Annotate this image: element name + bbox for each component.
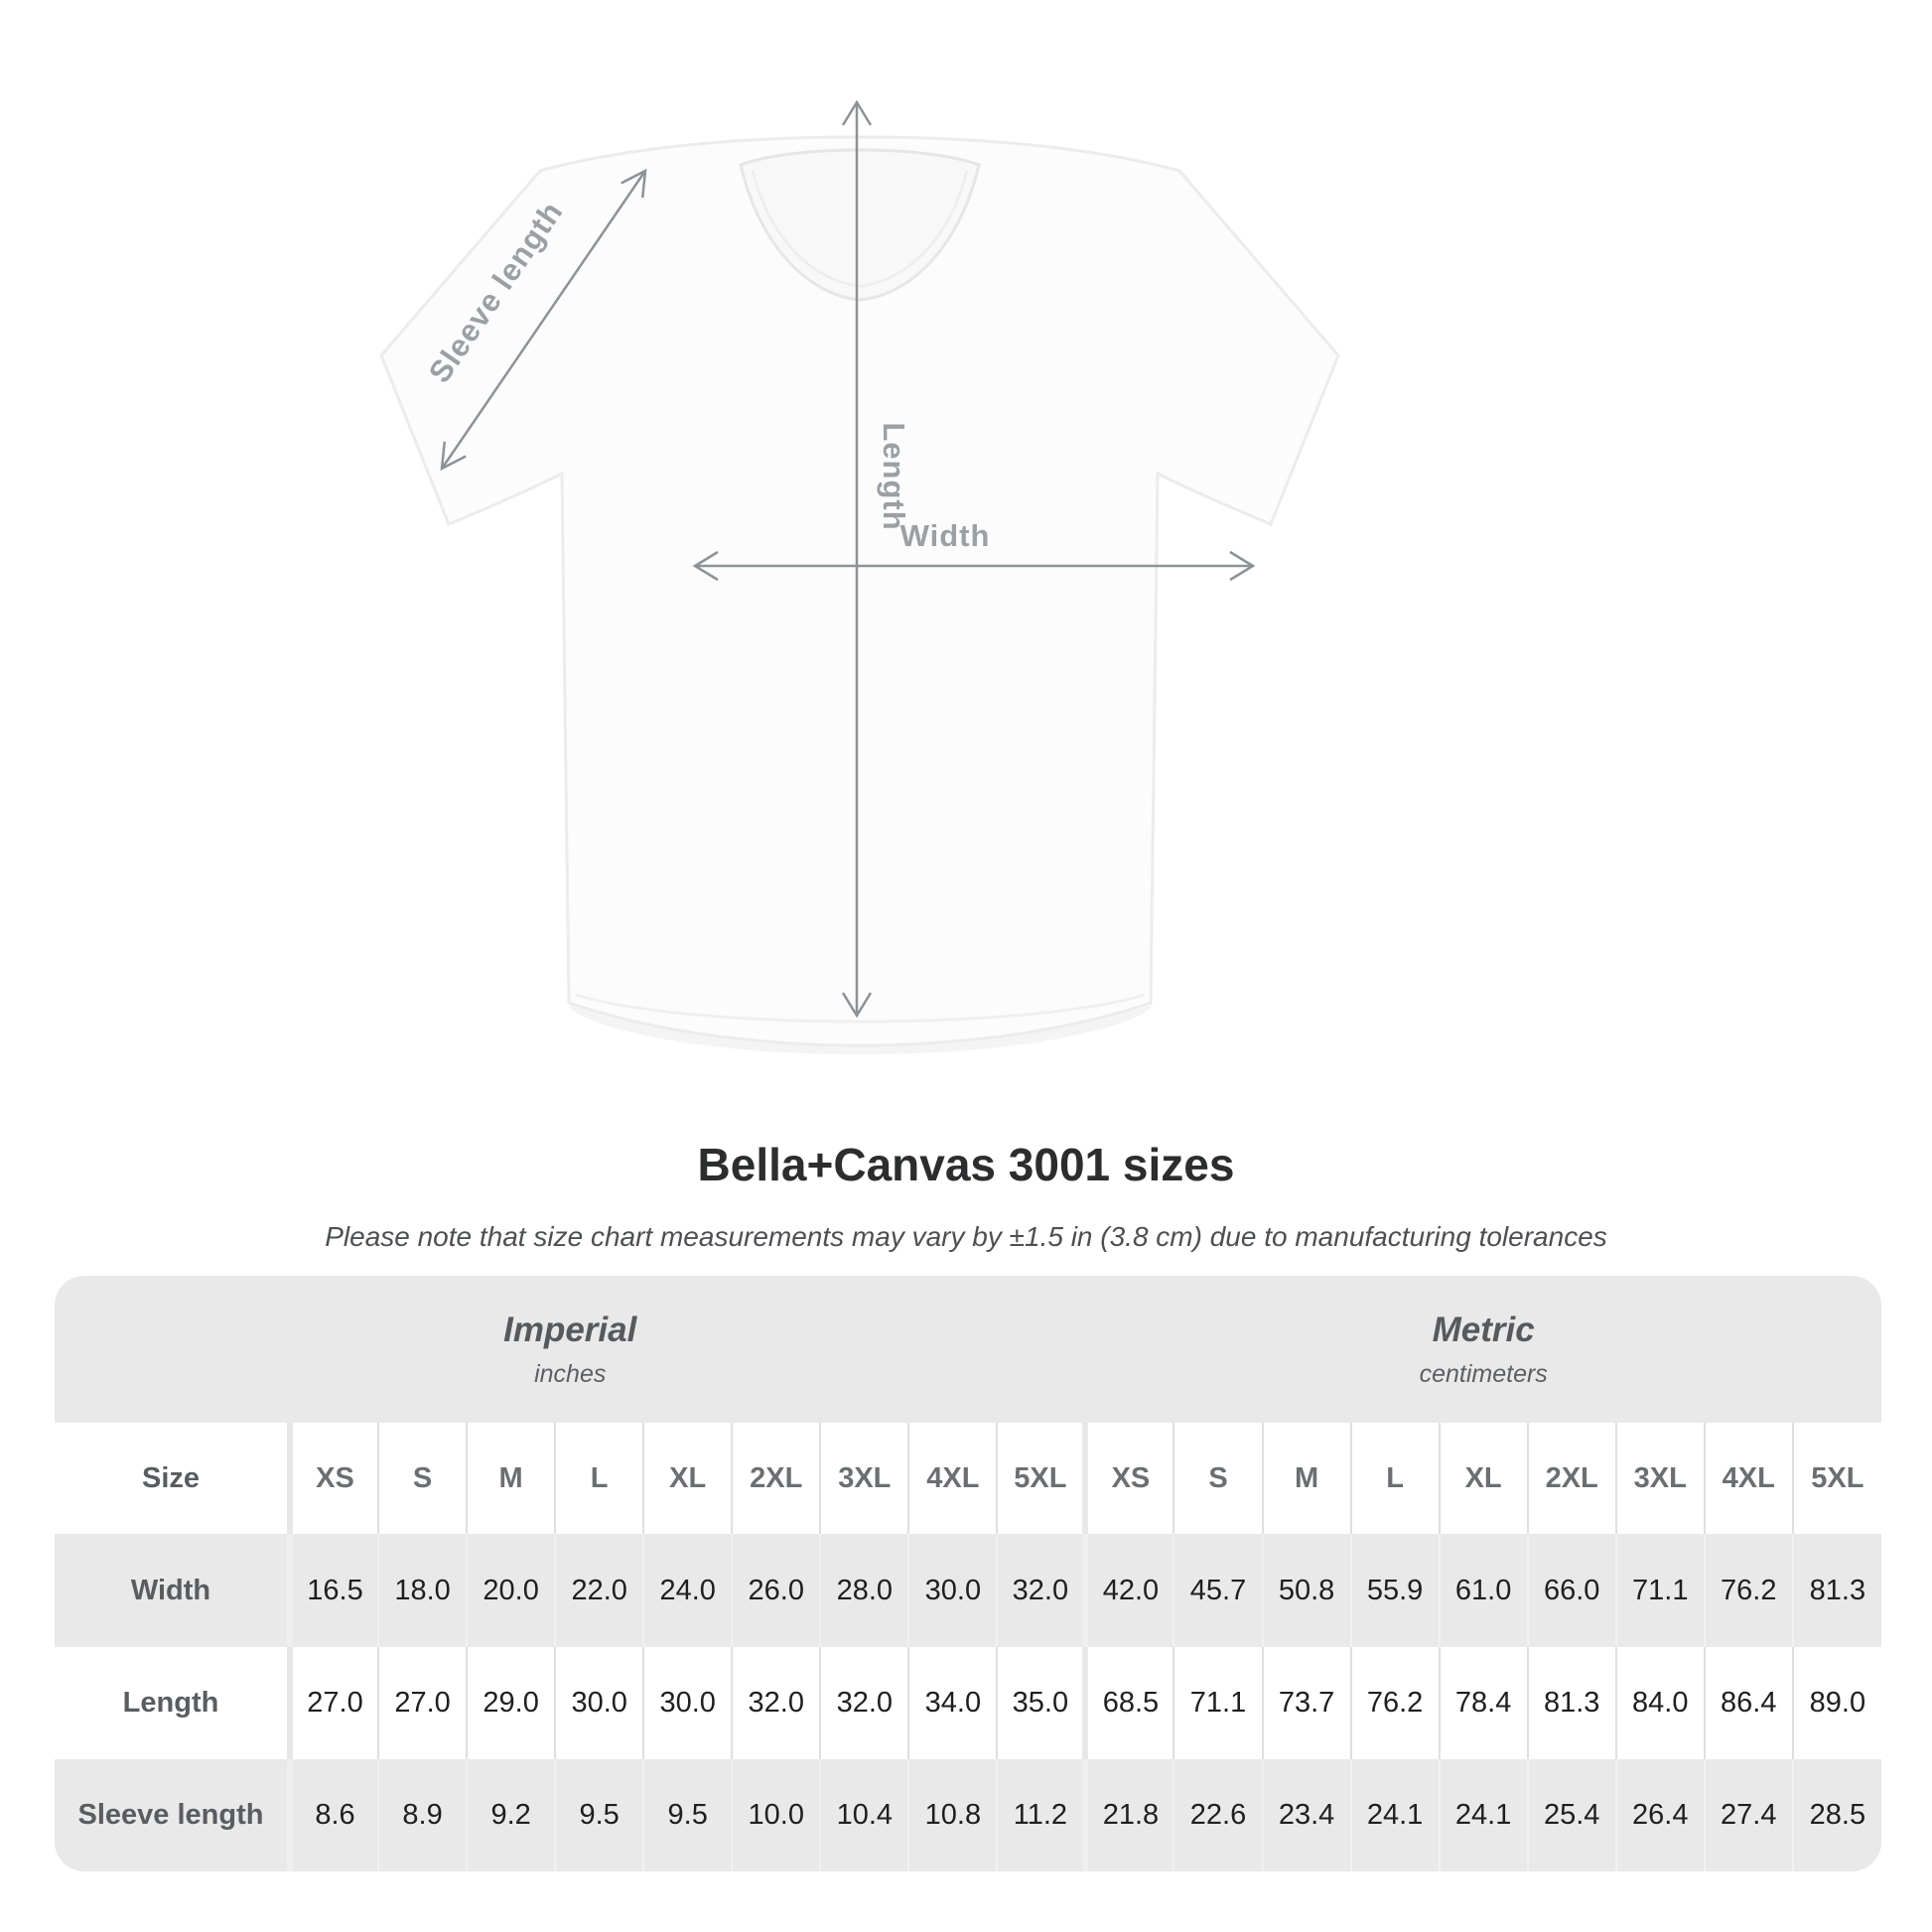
value-cell: 61.0 (1440, 1534, 1528, 1646)
value-cell: 10.8 (908, 1759, 997, 1871)
value-cell: 22.6 (1173, 1759, 1262, 1871)
value-cell: 50.8 (1263, 1534, 1351, 1646)
value-cell: 18.0 (378, 1534, 467, 1646)
value-cell: 30.0 (643, 1647, 732, 1759)
value-cell: 81.3 (1793, 1534, 1881, 1646)
size-header-cell: 3XL (1616, 1423, 1705, 1534)
size-header-cell: 2XL (732, 1423, 820, 1534)
page-subtitle: Please note that size chart measurements may vary by ±1.5 in (3.8 cm) due to manufacturing tolerances (325, 1221, 1607, 1252)
value-cell: 27.4 (1705, 1759, 1793, 1871)
value-cell: 68.5 (1085, 1647, 1173, 1759)
sleeve-length-label: Sleeve length (421, 195, 570, 389)
value-cell: 21.8 (1085, 1759, 1173, 1871)
value-cell: 9.5 (555, 1759, 643, 1871)
value-cell: 20.0 (467, 1534, 555, 1646)
size-header-cell: XL (643, 1423, 732, 1534)
value-cell: 73.7 (1263, 1647, 1351, 1759)
value-cell: 89.0 (1793, 1647, 1881, 1759)
length-label: Length (877, 422, 911, 531)
value-cell: 22.0 (555, 1534, 643, 1646)
value-cell: 8.6 (290, 1759, 378, 1871)
value-cell: 16.5 (290, 1534, 378, 1646)
size-table-container (55, 1276, 1881, 1871)
value-cell: 76.2 (1351, 1647, 1440, 1759)
size-header-cell: XS (1085, 1423, 1173, 1534)
size-header-cell: M (467, 1423, 555, 1534)
size-header-cell: M (1263, 1423, 1351, 1534)
value-cell: 66.0 (1528, 1534, 1616, 1646)
value-cell: 28.0 (820, 1534, 908, 1646)
value-cell: 76.2 (1705, 1534, 1793, 1646)
size-header-cell: 5XL (1793, 1423, 1881, 1534)
value-cell: 9.2 (467, 1759, 555, 1871)
width-label: Width (899, 518, 991, 553)
value-cell: 30.0 (555, 1647, 643, 1759)
size-column-header: Size (55, 1423, 290, 1534)
value-cell: 35.0 (997, 1647, 1085, 1759)
value-cell: 29.0 (467, 1647, 555, 1759)
size-header-cell: XS (290, 1423, 378, 1534)
value-cell: 45.7 (1173, 1534, 1262, 1646)
value-cell: 24.1 (1440, 1759, 1528, 1871)
value-cell: 32.0 (732, 1647, 820, 1759)
unit-group-name: Metric (1432, 1310, 1535, 1349)
size-header-cell: 4XL (908, 1423, 997, 1534)
value-cell: 30.0 (908, 1534, 997, 1646)
value-cell: 71.1 (1616, 1534, 1705, 1646)
size-table (55, 1276, 1881, 1871)
size-header-cell: 2XL (1528, 1423, 1616, 1534)
page-title: Bella+Canvas 3001 sizes (697, 1139, 1235, 1190)
size-header-cell: 4XL (1705, 1423, 1793, 1534)
imperial-group-header (55, 1276, 1085, 1423)
size-header-cell: L (1351, 1423, 1440, 1534)
value-cell: 86.4 (1705, 1647, 1793, 1759)
table-row (55, 1647, 1881, 1759)
value-cell: 34.0 (908, 1647, 997, 1759)
unit-group-unit: inches (534, 1359, 607, 1388)
size-header-cell: S (378, 1423, 467, 1534)
table-row (55, 1534, 1881, 1646)
value-cell: 71.1 (1173, 1647, 1262, 1759)
value-cell: 32.0 (997, 1534, 1085, 1646)
value-cell: 27.0 (290, 1647, 378, 1759)
value-cell: 84.0 (1616, 1647, 1705, 1759)
metric-group-header (1085, 1276, 1881, 1423)
value-cell: 55.9 (1351, 1534, 1440, 1646)
size-header-cell: 5XL (997, 1423, 1085, 1534)
value-cell: 28.5 (1793, 1759, 1881, 1871)
unit-header-row (55, 1276, 1881, 1423)
value-cell: 24.1 (1351, 1759, 1440, 1871)
value-cell: 27.0 (378, 1647, 467, 1759)
value-cell: 10.0 (732, 1759, 820, 1871)
row-label: Sleeve length (55, 1759, 290, 1871)
value-cell: 25.4 (1528, 1759, 1616, 1871)
size-header-cell: 3XL (820, 1423, 908, 1534)
value-cell: 24.0 (643, 1534, 732, 1646)
size-header-cell: L (555, 1423, 643, 1534)
value-cell: 10.4 (820, 1759, 908, 1871)
unit-group-name: Imperial (503, 1310, 637, 1349)
row-label: Width (55, 1534, 290, 1646)
value-cell: 81.3 (1528, 1647, 1616, 1759)
row-label: Length (55, 1647, 290, 1759)
size-header-cell: XL (1440, 1423, 1528, 1534)
unit-group-unit: centimeters (1419, 1359, 1548, 1388)
value-cell: 78.4 (1440, 1647, 1528, 1759)
value-cell: 32.0 (820, 1647, 908, 1759)
value-cell: 8.9 (378, 1759, 467, 1871)
value-cell: 11.2 (997, 1759, 1085, 1871)
size-header-cell: S (1173, 1423, 1262, 1534)
value-cell: 23.4 (1263, 1759, 1351, 1871)
value-cell: 26.0 (732, 1534, 820, 1646)
value-cell: 9.5 (643, 1759, 732, 1871)
value-cell: 42.0 (1085, 1534, 1173, 1646)
table-row (55, 1759, 1881, 1871)
value-cell: 26.4 (1616, 1759, 1705, 1871)
size-header-row (55, 1423, 1881, 1534)
